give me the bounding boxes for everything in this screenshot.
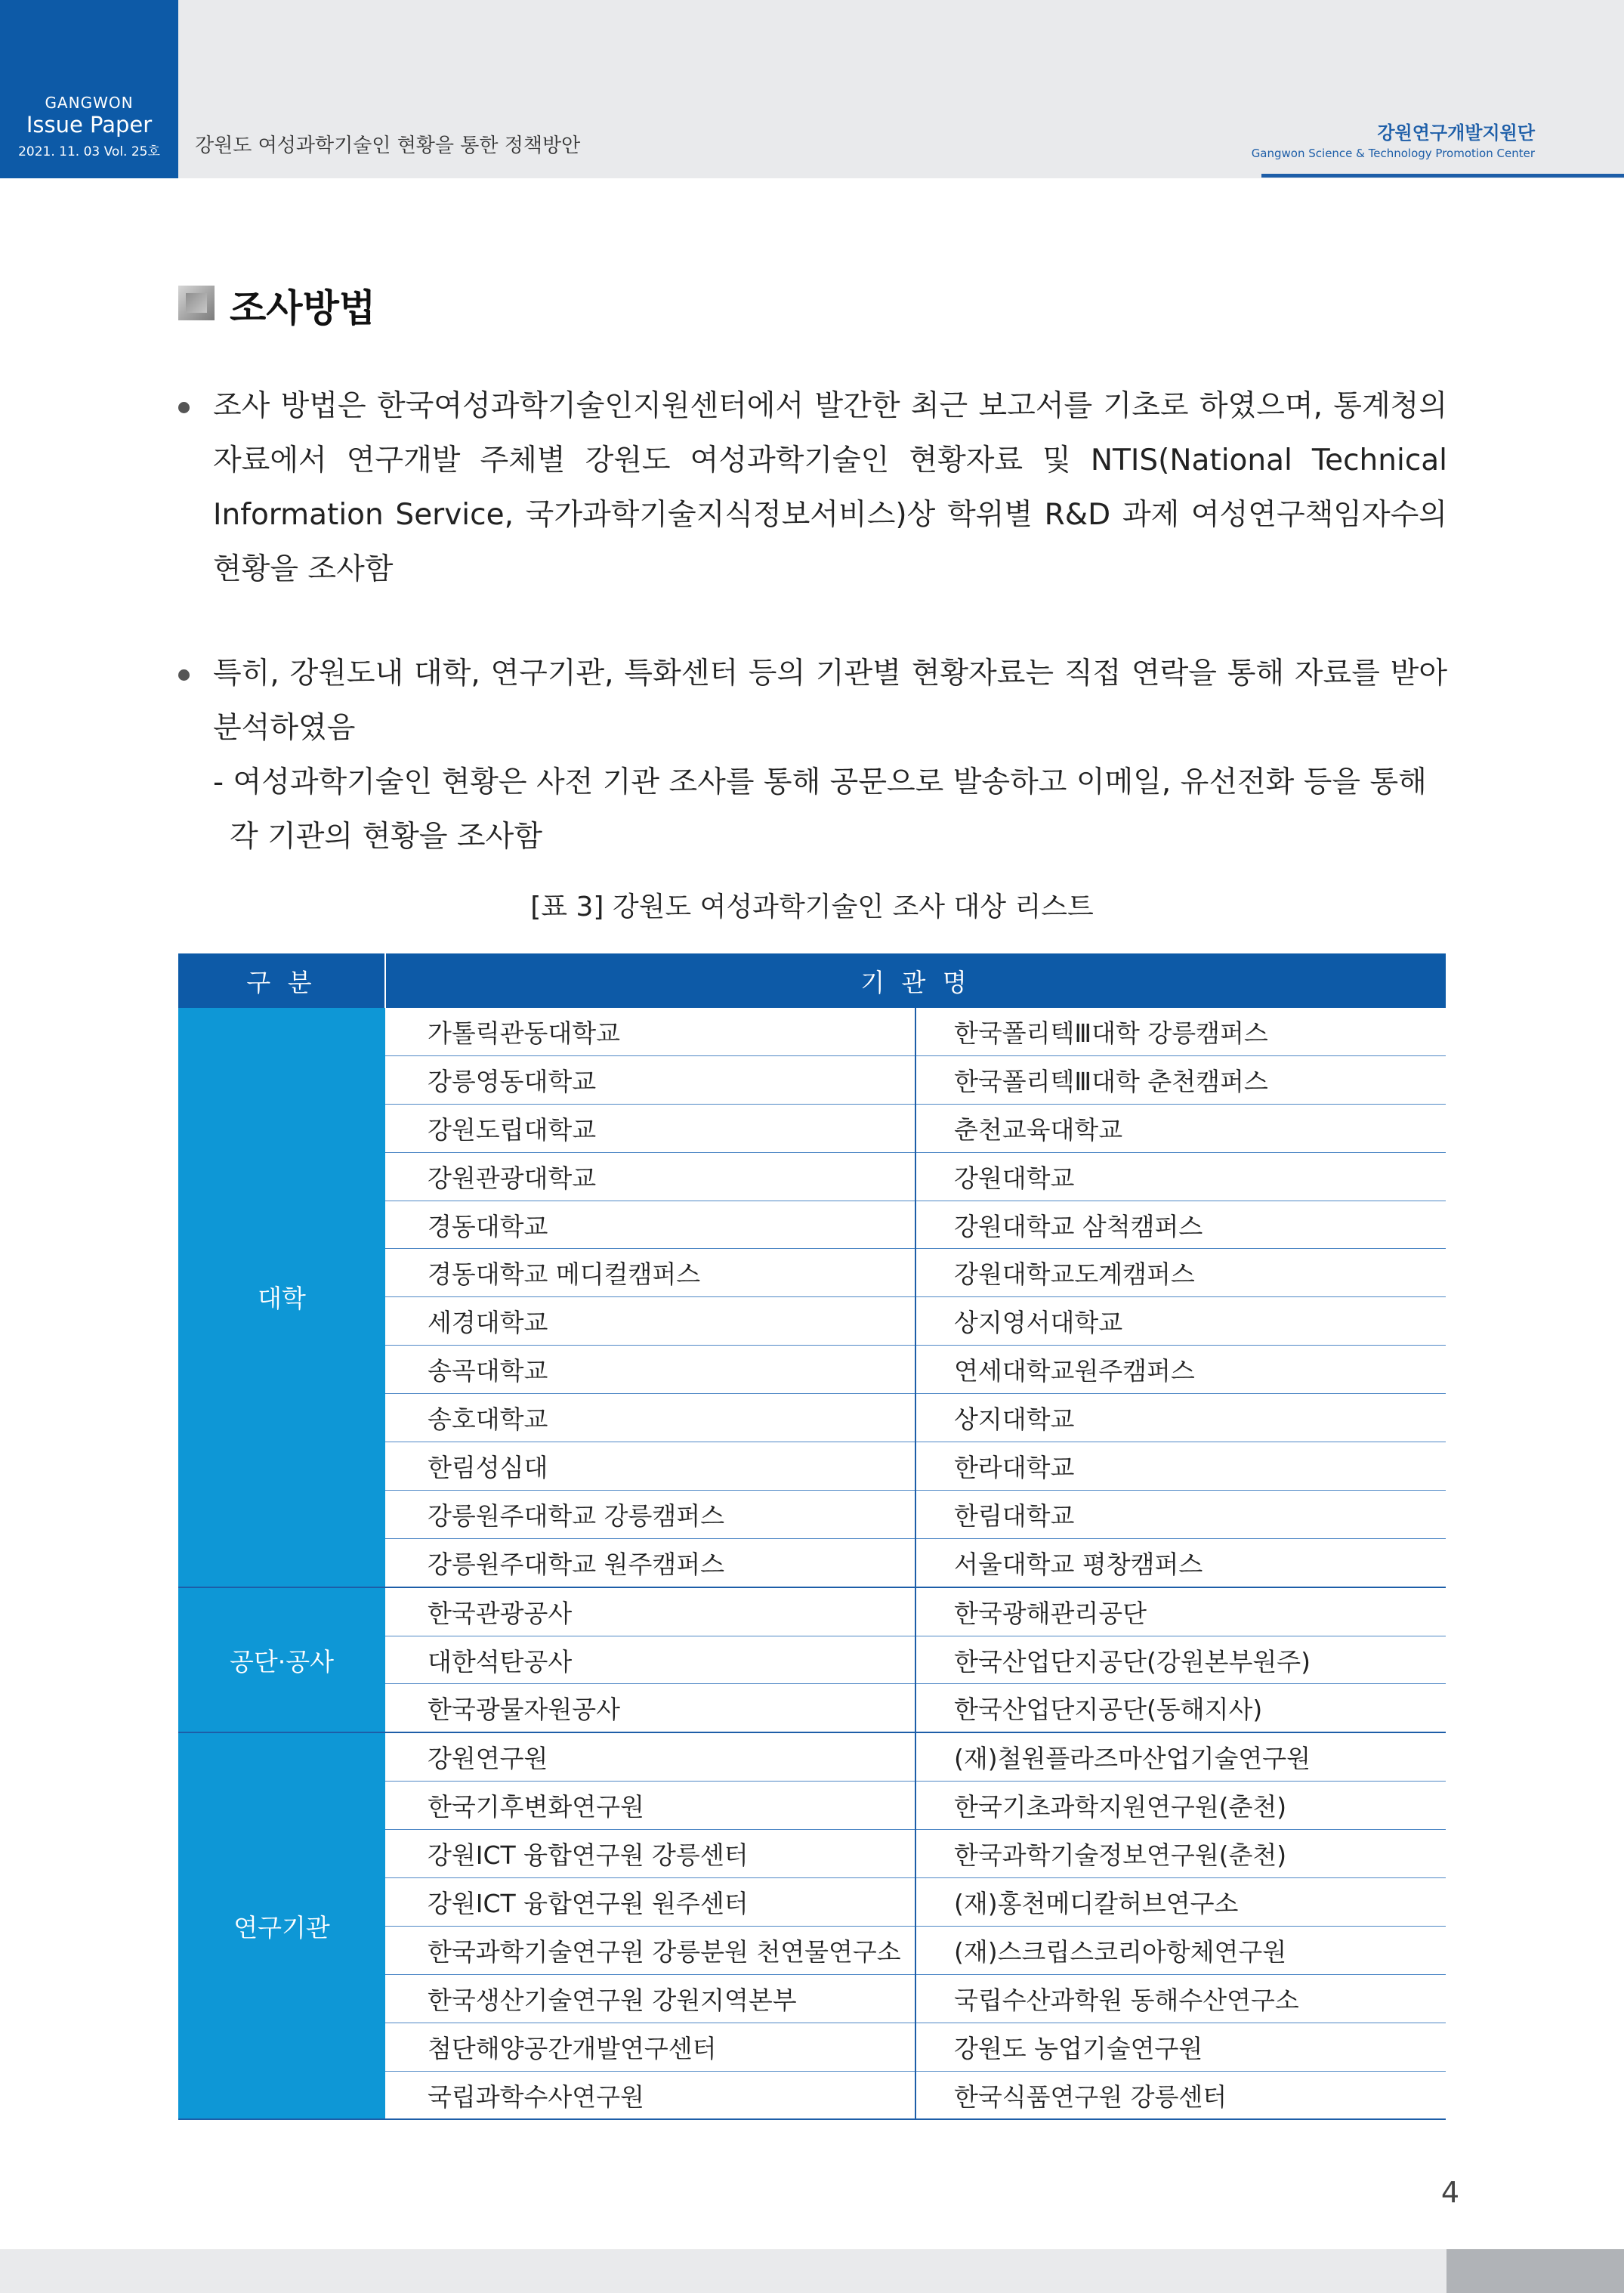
category-cell: 대학	[178, 1008, 385, 1587]
table-caption: [표 3] 강원도 여성과학기술인 조사 대상 리스트	[530, 892, 1094, 922]
footer-tab	[1446, 2249, 1624, 2293]
bullet-subitem: - 여성과학기술인 현황은 사전 기관 조사를 통해 공문으로 발송하고 이메일, 유선전화 등을 통해 각 기관의 현황을 조사함	[213, 765, 1427, 854]
institution-cell: 강원대학교	[915, 1152, 1446, 1201]
institution-cell: 강원도립대학교	[385, 1104, 915, 1152]
organization-name-ko: 강원연구개발지원단	[1377, 122, 1535, 144]
institution-cell: 한국광물자원공사	[385, 1684, 915, 1732]
page-number: 4	[1440, 2176, 1460, 2209]
institution-cell: 국립수산과학원 동해수산연구소	[915, 1974, 1446, 2023]
table-row	[178, 1587, 1446, 1636]
issue-number: 2021. 11. 03 Vol. 25호	[18, 144, 160, 159]
institution-cell: 강릉영동대학교	[385, 1055, 915, 1104]
header-institution: 기 관 명	[385, 953, 1446, 1008]
institution-cell: 송곡대학교	[385, 1346, 915, 1394]
category-cell: 공단·공사	[178, 1587, 385, 1733]
institution-cell: 강원ICT 융합연구원 강릉센터	[385, 1830, 915, 1878]
institution-cell: 대한석탄공사	[385, 1636, 915, 1684]
institution-cell: 한국산업단지공단(동해지사)	[915, 1684, 1446, 1732]
bullet-text: 조사 방법은 한국여성과학기술인지원센터에서 발간한 최근 보고서를 기초로 하였으며, 통계청의 자료에서 연구개발 주체별 강원도 여성과학기술인 현황자료 및 NTIS(National Technical Information Service, 국가과학기술지식정보서비스)상 학위별 R&D 과제 여성연구책임자수의 현황을 조사함	[213, 389, 1447, 586]
organization-name-en: Gangwon Science & Technology Promotion Center	[1251, 147, 1535, 160]
institution-cell: 가톨릭관동대학교	[385, 1008, 915, 1055]
institution-cell: 강원대학교도계캠퍼스	[915, 1249, 1446, 1297]
institution-table	[178, 953, 1446, 2120]
institution-cell: 강원대학교 삼척캠퍼스	[915, 1201, 1446, 1249]
institution-cell: (재)스크립스코리아항체연구원	[915, 1926, 1446, 1974]
institution-cell: 상지대학교	[915, 1394, 1446, 1442]
document-title: 강원도 여성과학기술인 현황을 통한 정책방안	[195, 134, 581, 157]
institution-cell: (재)홍천메디칼허브연구소	[915, 1878, 1446, 1927]
institution-cell: 한국기초과학지원연구원(춘천)	[915, 1782, 1446, 1830]
institution-cell: 한국생산기술연구원 강원지역본부	[385, 1974, 915, 2023]
section-title: 조사방법	[230, 286, 376, 330]
brand-name: Issue Paper	[26, 112, 153, 138]
bullet-dot-icon	[178, 669, 190, 681]
institution-cell: 세경대학교	[385, 1297, 915, 1346]
institution-cell: 한국광해관리공단	[915, 1587, 1446, 1636]
table-row	[178, 1732, 1446, 1781]
institution-cell: 한국과학기술정보연구원(춘천)	[915, 1830, 1446, 1878]
institution-cell: 강릉원주대학교 원주캠퍼스	[385, 1538, 915, 1587]
section-square-icon	[178, 286, 215, 320]
bullet-survey-method	[178, 379, 1447, 597]
institution-cell: 한림성심대	[385, 1442, 915, 1491]
institution-cell: (재)철원플라즈마산업기술연구원	[915, 1732, 1446, 1781]
institution-cell: 경동대학교	[385, 1201, 915, 1249]
institution-cell: 연세대학교원주캠퍼스	[915, 1346, 1446, 1394]
institution-cell: 첨단해양공간개발연구센터	[385, 2023, 915, 2071]
institution-cell: 한국폴리텍Ⅲ대학 춘천캠퍼스	[915, 1055, 1446, 1104]
institution-cell: 경동대학교 메디컬캠퍼스	[385, 1249, 915, 1297]
bullet-text: 특히, 강원도내 대학, 연구기관, 특화센터 등의 기관별 현황자료는 직접 연락을 통해 자료를 받아 분석하였음	[213, 657, 1447, 745]
institution-cell: 강원관광대학교	[385, 1152, 915, 1201]
category-cell: 연구기관	[178, 1732, 385, 2119]
institution-cell: 서울대학교 평창캠퍼스	[915, 1538, 1446, 1587]
institution-cell: 강원ICT 융합연구원 원주센터	[385, 1878, 915, 1927]
institution-cell: 한국폴리텍Ⅲ대학 강릉캠퍼스	[915, 1008, 1446, 1055]
header-category: 구 분	[178, 953, 385, 1008]
bullet-dot-icon	[178, 402, 190, 413]
institution-cell: 강원연구원	[385, 1732, 915, 1781]
institution-cell: 강릉원주대학교 강릉캠퍼스	[385, 1490, 915, 1538]
issue-paper-logo	[0, 0, 178, 178]
brand-top: GANGWON	[45, 94, 134, 112]
footer-bar	[0, 2249, 1624, 2293]
table-header-row	[178, 953, 1446, 1008]
institution-cell: 춘천교육대학교	[915, 1104, 1446, 1152]
bullet-data-collection	[178, 647, 1447, 864]
institution-cell: 한림대학교	[915, 1490, 1446, 1538]
page-header	[0, 0, 1624, 178]
institution-cell: 국립과학수사연구원	[385, 2071, 915, 2119]
institution-cell: 송호대학교	[385, 1394, 915, 1442]
table-body	[178, 1008, 1446, 2119]
table-row	[178, 1008, 1446, 1055]
institution-cell: 한라대학교	[915, 1442, 1446, 1491]
institution-cell: 한국식품연구원 강릉센터	[915, 2071, 1446, 2119]
institution-cell: 한국기후변화연구원	[385, 1782, 915, 1830]
header-accent-line	[1261, 174, 1624, 178]
institution-cell: 한국과학기술연구원 강릉분원 천연물연구소	[385, 1926, 915, 1974]
institution-cell: 강원도 농업기술연구원	[915, 2023, 1446, 2071]
institution-cell: 한국관광공사	[385, 1587, 915, 1636]
institution-cell: 상지영서대학교	[915, 1297, 1446, 1346]
institution-cell: 한국산업단지공단(강원본부원주)	[915, 1636, 1446, 1684]
